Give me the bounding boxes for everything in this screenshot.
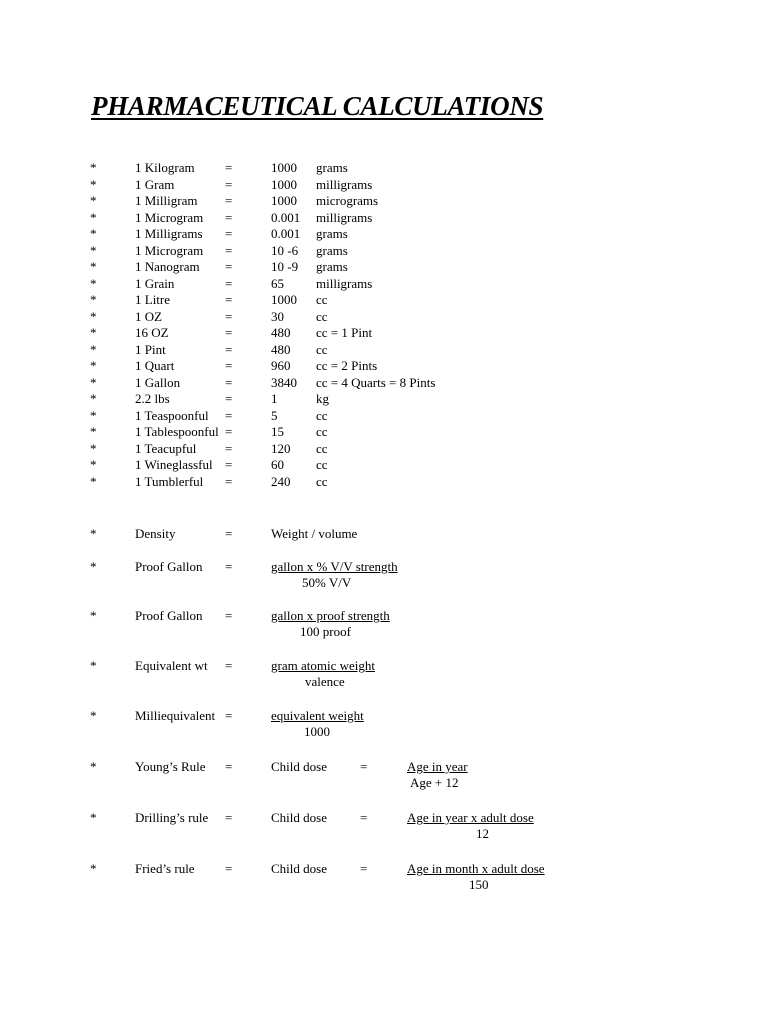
conversion-row	[0, 243, 768, 260]
formula-name: Fried’s rule	[135, 861, 195, 876]
conversion-name: 1 Gallon	[135, 374, 181, 390]
conversion-name: 1 Nanogram	[135, 259, 200, 274]
bullet: *	[90, 559, 97, 574]
bullet: *	[90, 759, 97, 774]
equals-sign: =	[360, 759, 368, 774]
bullet: *	[90, 658, 97, 673]
equals-sign: =	[225, 176, 233, 192]
bullet: *	[90, 275, 97, 291]
bullet: *	[90, 325, 97, 340]
equals-sign: =	[225, 407, 233, 423]
formula-numerator: gram atomic weight	[271, 658, 375, 673]
bullet: *	[90, 374, 97, 390]
formula-middle: Child dose	[271, 810, 327, 825]
equals-sign: =	[225, 391, 233, 406]
conversion-row	[0, 292, 768, 309]
conversion-row	[0, 226, 768, 243]
bullet: *	[90, 457, 97, 472]
conversion-unit: cc	[316, 407, 328, 423]
conversion-name: 1 Tablespoonful	[135, 424, 219, 439]
equals-sign: =	[225, 325, 233, 340]
conversion-unit: cc	[316, 341, 328, 357]
equals-sign: =	[225, 608, 233, 623]
formula-milliequivalent	[0, 708, 768, 748]
equals-sign: =	[225, 861, 233, 876]
bullet: *	[90, 810, 97, 825]
equals-sign: =	[225, 424, 233, 439]
formula-numerator: Age in year	[407, 759, 468, 774]
equals-sign: =	[225, 160, 233, 175]
formula-name: Equivalent wt	[135, 658, 208, 673]
conversion-row	[0, 457, 768, 474]
conversion-value: 1000	[271, 176, 297, 192]
conversion-unit: grams	[316, 242, 348, 258]
conversion-value: 1000	[271, 292, 297, 307]
bullet: *	[90, 526, 97, 541]
equals-sign: =	[225, 526, 233, 541]
equals-sign: =	[360, 810, 368, 825]
conversion-unit: micrograms	[316, 193, 379, 208]
conversion-unit: cc	[316, 292, 328, 307]
conversion-row	[0, 342, 768, 359]
conversion-unit: cc	[316, 424, 328, 439]
equals-sign: =	[225, 708, 233, 723]
equals-sign: =	[360, 861, 368, 876]
conversion-name: 1 Grain	[135, 275, 175, 291]
conversion-row	[0, 210, 768, 227]
formula-youngs-rule	[0, 759, 768, 799]
bullet: *	[90, 708, 97, 723]
conversion-value: 5	[271, 407, 278, 423]
formula-numerator: Age in year x adult dose	[407, 810, 534, 825]
formula-equivalent-weight	[0, 658, 768, 698]
conversion-unit: grams	[316, 259, 348, 274]
equals-sign: =	[225, 374, 233, 390]
conversion-row	[0, 177, 768, 194]
formula-denominator: 100 proof	[300, 624, 351, 639]
conversion-name: 1 Milligram	[135, 193, 198, 208]
formula-numerator: gallon x proof strength	[271, 608, 390, 623]
conversion-row	[0, 408, 768, 425]
conversion-name: 1 Microgram	[135, 242, 204, 258]
bullet: *	[90, 160, 97, 175]
formula-denominator: valence	[305, 674, 345, 689]
bullet: *	[90, 608, 97, 623]
conversion-unit: milligrams	[316, 176, 373, 192]
bullet: *	[90, 193, 97, 208]
equals-sign: =	[225, 759, 233, 774]
conversion-row	[0, 276, 768, 293]
conversion-unit: grams	[316, 160, 348, 175]
formula-denominator: 12	[476, 826, 489, 841]
conversion-unit: cc	[316, 440, 328, 456]
bullet: *	[90, 176, 97, 192]
conversion-unit: milligrams	[316, 275, 373, 291]
conversion-name: 1 OZ	[135, 308, 163, 324]
equals-sign: =	[225, 810, 233, 825]
conversion-name: 1 Kilogram	[135, 160, 195, 175]
conversion-row	[0, 424, 768, 441]
formula-drillings-rule	[0, 810, 768, 850]
formula-name: Young’s Rule	[135, 759, 206, 774]
conversion-value: 120	[271, 440, 291, 456]
formula-proof-gallon-vv	[0, 559, 768, 599]
bullet: *	[90, 473, 97, 489]
conversion-value: 240	[271, 473, 291, 489]
formula-middle: Child dose	[271, 759, 327, 774]
bullet: *	[90, 358, 97, 373]
formula-numerator: Age in month x adult dose	[407, 861, 545, 876]
conversion-unit: cc = 2 Pints	[316, 358, 378, 373]
conversion-name: 1 Microgram	[135, 209, 204, 225]
conversion-row	[0, 375, 768, 392]
equals-sign: =	[225, 259, 233, 274]
conversion-unit: grams	[316, 226, 348, 241]
conversion-unit: cc = 1 Pint	[316, 325, 373, 340]
conversion-value: 1	[271, 391, 278, 406]
formula-denominator: 1000	[304, 724, 330, 739]
formula-name: Proof Gallon	[135, 608, 203, 623]
conversion-value: 0.001	[271, 226, 301, 241]
conversion-unit: milligrams	[316, 209, 373, 225]
conversion-name: 1 Teaspoonful	[135, 407, 209, 423]
equals-sign: =	[225, 341, 233, 357]
bullet: *	[90, 424, 97, 439]
bullet: *	[90, 308, 97, 324]
conversion-value: 1000	[271, 160, 297, 175]
conversion-name: 1 Teacupful	[135, 440, 197, 456]
formula-numerator: gallon x % V/V strength	[271, 559, 398, 574]
equals-sign: =	[225, 559, 233, 574]
conversion-value: 480	[271, 325, 291, 340]
equals-sign: =	[225, 209, 233, 225]
bullet: *	[90, 341, 97, 357]
conversion-row	[0, 309, 768, 326]
conversion-value: 30	[271, 308, 284, 324]
bullet: *	[90, 292, 97, 307]
conversion-value: 960	[271, 358, 291, 373]
equals-sign: =	[225, 242, 233, 258]
conversion-value: 480	[271, 341, 291, 357]
conversion-unit: cc = 4 Quarts = 8 Pints	[316, 374, 436, 390]
conversion-row	[0, 259, 768, 276]
formula-proof-gallon-proof	[0, 608, 768, 648]
conversion-value: 10 -9	[271, 259, 299, 274]
conversion-name: 1 Pint	[135, 341, 166, 357]
formula-frieds-rule	[0, 861, 768, 901]
bullet: *	[90, 407, 97, 423]
conversion-value: 65	[271, 275, 284, 291]
formula-expression: Weight / volume	[271, 526, 358, 541]
conversion-row	[0, 441, 768, 458]
bullet: *	[90, 440, 97, 456]
conversion-unit: cc	[316, 308, 328, 324]
page-title: PHARMACEUTICAL CALCULATIONS	[91, 91, 544, 121]
conversion-unit: kg	[316, 391, 329, 406]
conversion-row	[0, 325, 768, 342]
bullet: *	[90, 391, 97, 406]
equals-sign: =	[225, 440, 233, 456]
conversion-name: 16 OZ	[135, 325, 169, 340]
bullet: *	[90, 242, 97, 258]
formula-numerator: equivalent weight	[271, 708, 364, 723]
formula-name: Density	[135, 526, 176, 541]
formula-denominator: 50% V/V	[302, 575, 352, 590]
conversion-name: 1 Litre	[135, 292, 171, 307]
conversion-unit: cc	[316, 457, 328, 472]
formula-middle: Child dose	[271, 861, 327, 876]
bullet: *	[90, 861, 97, 876]
conversion-unit: cc	[316, 473, 328, 489]
bullet: *	[90, 209, 97, 225]
formula-name: Drilling’s rule	[135, 810, 209, 825]
conversion-name: 1 Milligrams	[135, 226, 203, 241]
conversion-row	[0, 358, 768, 375]
conversion-row	[0, 391, 768, 408]
conversion-value: 0.001	[271, 209, 301, 225]
equals-sign: =	[225, 358, 233, 373]
conversion-value: 1000	[271, 193, 297, 208]
equals-sign: =	[225, 275, 233, 291]
equals-sign: =	[225, 193, 233, 208]
conversion-value: 15	[271, 424, 284, 439]
conversion-table	[0, 160, 768, 490]
conversion-name: 1 Gram	[135, 176, 175, 192]
formula-name: Proof Gallon	[135, 559, 203, 574]
equals-sign: =	[225, 658, 233, 673]
equals-sign: =	[225, 308, 233, 324]
equals-sign: =	[225, 473, 233, 489]
formula-denominator: 150	[469, 877, 489, 892]
conversion-name: 2.2 lbs	[135, 391, 170, 406]
bullet: *	[90, 226, 97, 241]
conversion-value: 10 -6	[271, 242, 299, 258]
conversion-name: 1 Quart	[135, 358, 175, 373]
conversion-row	[0, 160, 768, 177]
equals-sign: =	[225, 292, 233, 307]
conversion-value: 60	[271, 457, 284, 472]
conversion-row	[0, 193, 768, 210]
equals-sign: =	[225, 457, 233, 472]
formula-denominator: Age + 12	[410, 775, 459, 790]
bullet: *	[90, 259, 97, 274]
conversion-name: 1 Wineglassful	[135, 457, 213, 472]
equals-sign: =	[225, 226, 233, 241]
formula-name: Milliequivalent	[135, 708, 216, 723]
conversion-value: 3840	[271, 374, 297, 390]
conversion-name: 1 Tumblerful	[135, 473, 204, 489]
conversion-row	[0, 474, 768, 491]
